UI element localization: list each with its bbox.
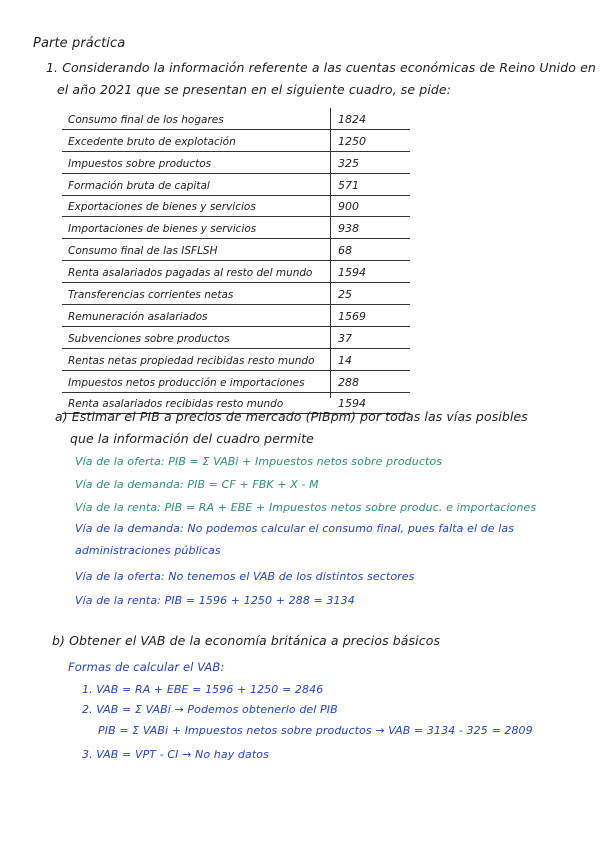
table-row xyxy=(62,152,410,174)
answer-demand-note-line-2: administraciones públicas xyxy=(75,544,221,557)
row-label: Importaciones de bienes y servicios xyxy=(68,223,257,236)
answer-demand-formula: Vía de la demanda: PIB = CF + FBK + X - M xyxy=(75,478,319,491)
part-a-question-line-1: a) Estimar el PIB a precios de mercado (PIBpm) por todas las vías posibles xyxy=(55,409,528,424)
table-row xyxy=(62,261,410,283)
row-value: 1250 xyxy=(338,134,366,148)
row-label: Impuestos netos producción e importaciones xyxy=(68,376,305,389)
economic-accounts-table xyxy=(62,108,410,414)
vab-methods-heading: Formas de calcular el VAB: xyxy=(68,660,225,674)
row-label: Renta asalariados recibidas resto mundo xyxy=(68,398,284,411)
vab-method-1: 1. VAB = RA + EBE = 1596 + 1250 = 2846 xyxy=(82,683,324,696)
table-row xyxy=(62,196,410,218)
vab-method-2-calculation: PIB = Σ VABi + Impuestos netos sobre productos → VAB = 3134 - 325 = 2809 xyxy=(98,724,533,737)
row-label: Consumo final de los hogares xyxy=(68,113,224,126)
answer-income-formula: Vía de la renta: PIB = RA + EBE + Impuestos netos sobre produc. e importaciones xyxy=(75,501,537,514)
table-row xyxy=(62,327,410,349)
row-label: Excedente bruto de explotación xyxy=(68,135,236,148)
section-title: Parte práctica xyxy=(33,36,126,51)
table-row xyxy=(62,108,410,130)
vab-method-2: 2. VAB = Σ VABi → Podemos obtenerlo del PIB xyxy=(82,703,338,716)
row-label: Transferencias corrientes netas xyxy=(68,289,234,302)
row-label: Rentas netas propiedad recibidas resto mundo xyxy=(68,354,315,367)
answer-demand-note-line-1: Vía de la demanda: No podemos calcular el consumo final, pues falta el de las xyxy=(75,522,515,535)
row-value: 571 xyxy=(338,178,359,192)
row-value: 14 xyxy=(338,353,352,367)
row-label: Renta asalariados pagadas al resto del mundo xyxy=(68,267,313,280)
vab-method-3: 3. VAB = VPT - CI → No hay datos xyxy=(82,748,269,761)
answer-supply-formula: Vía de la oferta: PIB = Σ VABi + Impuestos netos sobre productos xyxy=(75,455,443,468)
row-value: 1594 xyxy=(338,397,366,411)
row-value: 1569 xyxy=(338,309,366,323)
table-row xyxy=(62,349,410,371)
row-value: 900 xyxy=(338,200,359,214)
table-row xyxy=(62,217,410,239)
row-value: 1824 xyxy=(338,112,366,126)
row-label: Impuestos sobre productos xyxy=(68,157,212,170)
table-row xyxy=(62,371,410,393)
table-row xyxy=(62,239,410,261)
question-1-line-1: 1. Considerando la información referente a las cuentas económicas de Reino Unido en xyxy=(46,60,596,75)
row-value: 288 xyxy=(338,375,359,389)
answer-supply-note: Vía de la oferta: No tenemos el VAB de los distintos sectores xyxy=(75,570,415,583)
table-row xyxy=(62,174,410,196)
part-a-question-line-2: que la información del cuadro permite xyxy=(70,431,314,446)
row-label: Exportaciones de bienes y servicios xyxy=(68,201,256,214)
part-b-question: b) Obtener el VAB de la economía británica a precios básicos xyxy=(52,633,441,648)
row-label: Formación bruta de capital xyxy=(68,179,210,192)
table-row xyxy=(62,305,410,327)
answer-income-result: Vía de la renta: PIB = 1596 + 1250 + 288 = 3134 xyxy=(75,594,355,607)
table-column-divider xyxy=(330,108,331,398)
table-row xyxy=(62,283,410,305)
row-value: 938 xyxy=(338,222,359,236)
row-label: Remuneración asalariados xyxy=(68,310,208,323)
table-row xyxy=(62,130,410,152)
row-value: 68 xyxy=(338,244,352,258)
row-value: 37 xyxy=(338,331,352,345)
row-label: Subvenciones sobre productos xyxy=(68,332,230,345)
row-value: 1594 xyxy=(338,266,366,280)
row-value: 25 xyxy=(338,288,352,302)
row-label: Consumo final de las ISFLSH xyxy=(68,245,218,258)
row-value: 325 xyxy=(338,156,359,170)
question-1-line-2: el año 2021 que se presentan en el siguiente cuadro, se pide: xyxy=(57,82,452,97)
